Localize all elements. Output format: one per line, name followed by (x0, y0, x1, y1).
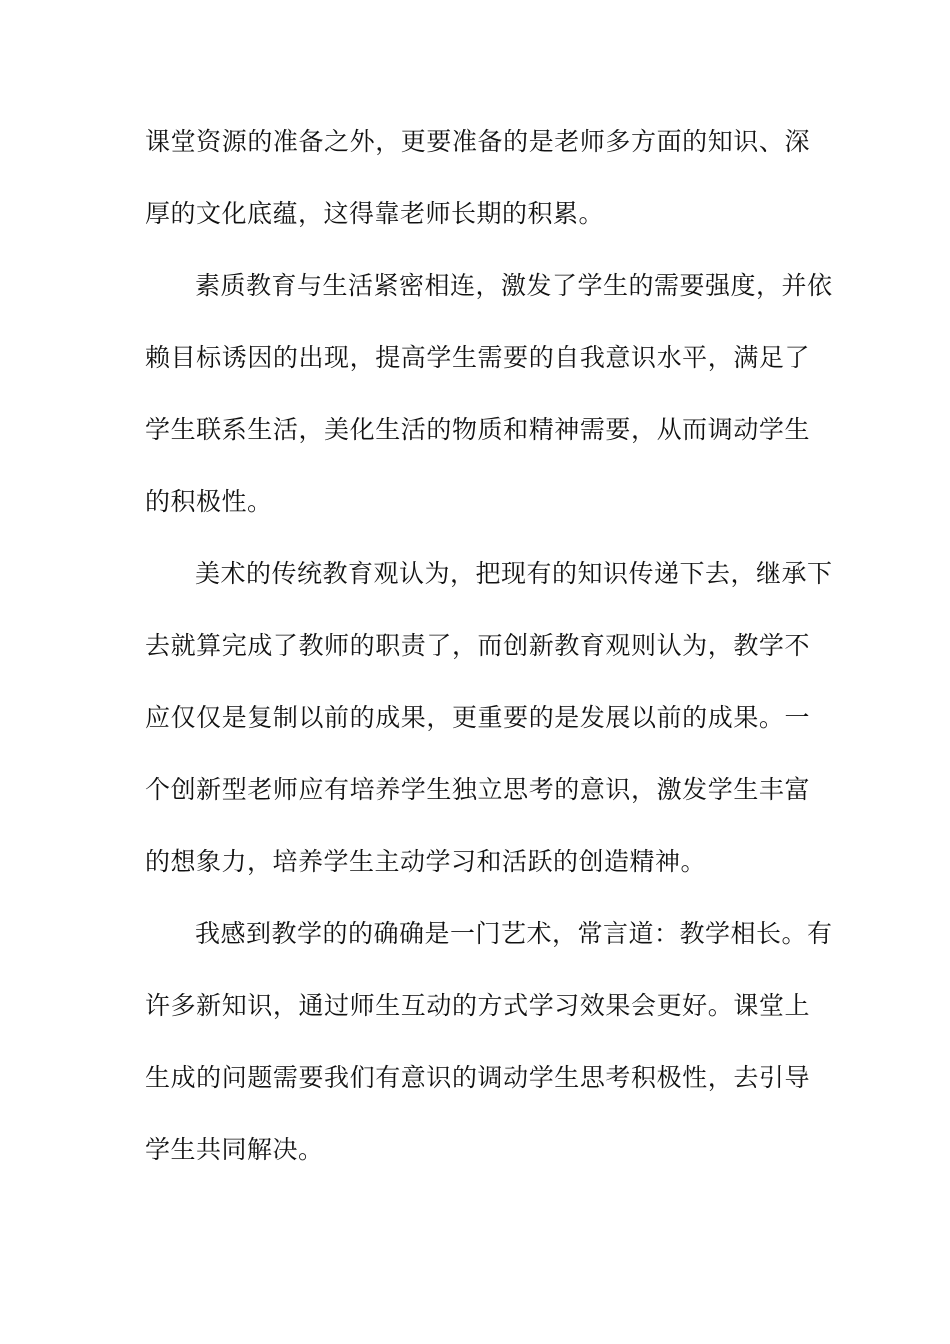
paragraph-2 (145, 268, 833, 520)
text-line: 去就算完成了教师的职责了，而创新教育观则认为，教学不 (145, 631, 810, 660)
text-line: 课堂资源的准备之外，更要准备的是老师多方面的知识、深 (145, 127, 810, 156)
text-line: 厚的文化底蕴，这得靠老师长期的积累。 (145, 199, 605, 228)
text-line: 我感到教学的的确确是一门艺术，常言道：教学相长。有 (195, 919, 833, 948)
text-line: 的积极性。 (145, 487, 273, 516)
text-line: 生成的问题需要我们有意识的调动学生思考积极性，去引导 (145, 1063, 810, 1092)
paragraph-3 (145, 556, 833, 880)
text-line: 学生共同解决。 (145, 1135, 324, 1164)
text-line: 的想象力，培养学生主动学习和活跃的创造精神。 (145, 847, 707, 876)
text-line: 个创新型老师应有培养学生独立思考的意识，激发学生丰富 (145, 775, 810, 804)
text-line: 学生联系生活，美化生活的物质和精神需要，从而调动学生 (145, 415, 810, 444)
paragraph-1 (145, 124, 810, 232)
text-line: 许多新知识，通过师生互动的方式学习效果会更好。课堂上 (145, 991, 810, 1020)
text-line: 应仅仅是复制以前的成果，更重要的是发展以前的成果。一 (145, 703, 810, 732)
text-line: 美术的传统教育观认为，把现有的知识传递下去，继承下 (195, 559, 833, 588)
body-text (145, 124, 833, 1204)
text-line: 赖目标诱因的出现，提高学生需要的自我意识水平，满足了 (145, 343, 810, 372)
text-line: 素质教育与生活紧密相连，激发了学生的需要强度，并依 (195, 271, 833, 300)
paragraph-4 (145, 916, 833, 1168)
